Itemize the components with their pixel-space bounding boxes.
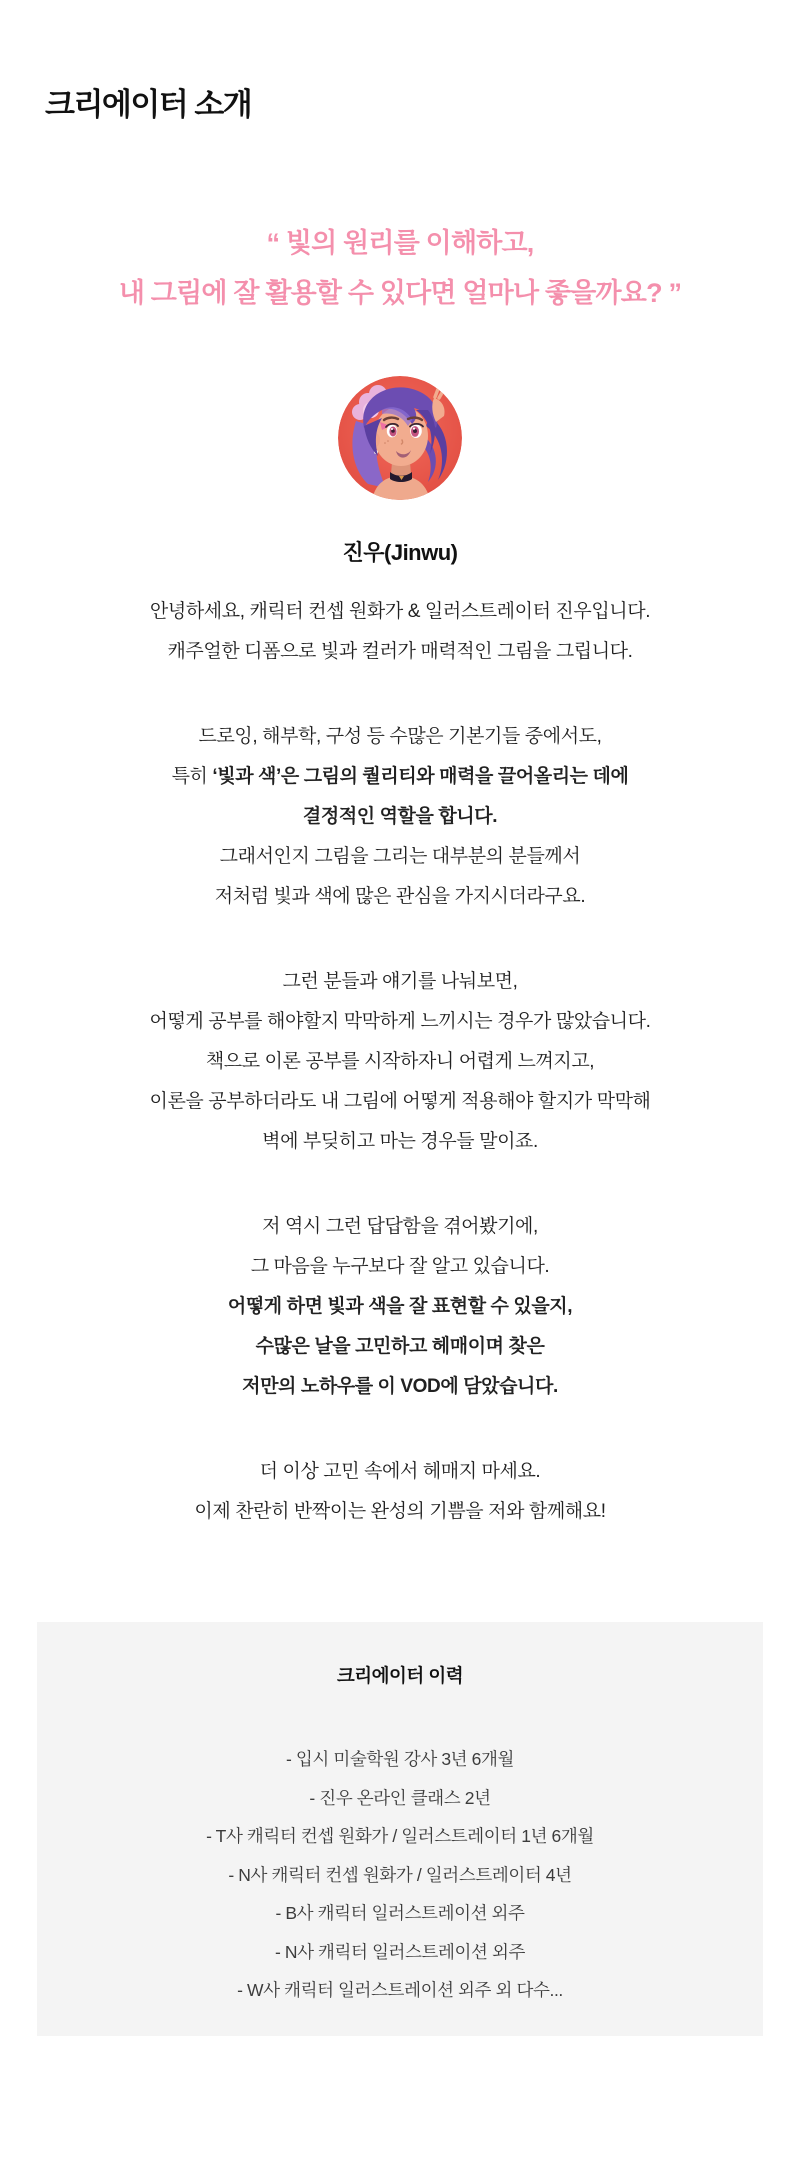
history-item: - 입시 미술학원 강사 3년 6개월 [286, 1749, 514, 1769]
creator-quote [0, 218, 800, 318]
intro-line: 결정적인 역할을 합니다. [302, 806, 498, 827]
intro-line: 저처럼 빛과 색에 많은 관심을 가지시더라구요. [214, 886, 586, 907]
history-item: - N사 캐릭터 컨셉 원화가 / 일러스트레이터 4년 [228, 1864, 572, 1885]
intro-line: 캐주얼한 디폼으로 빛과 컬러가 매력적인 그림을 그립니다. [167, 641, 633, 662]
intro-paragraph [0, 1452, 800, 1532]
history-item: - T사 캐릭터 컨셉 원화가 / 일러스트레이터 1년 6개월 [206, 1826, 594, 1846]
creator-avatar-illustration [338, 376, 462, 500]
intro-paragraphs [0, 592, 800, 1532]
creator-quote-line2: 내 그림에 잘 활용할 수 있다면 얼마나 좋을까요? ” [118, 278, 682, 308]
intro-line: 그 마음을 누구보다 잘 알고 있습니다. [250, 1256, 550, 1277]
history-box [37, 1622, 763, 2036]
intro-line: 어떻게 하면 빛과 색을 잘 표현할 수 있을지, [227, 1296, 573, 1317]
history-item: - W사 캐릭터 일러스트레이션 외주 외 다수... [237, 1980, 563, 2000]
intro-line: 그런 분들과 얘기를 나눠보면, [282, 971, 518, 992]
intro-line: 어떻게 공부를 해야할지 막막하게 느끼시는 경우가 많았습니다. [149, 1011, 651, 1032]
intro-paragraph [0, 962, 800, 1162]
intro-line: 수많은 날을 고민하고 헤매이며 찾은 [255, 1336, 545, 1357]
intro-line: 저만의 노하우를 이 VOD에 담았습니다. [242, 1376, 558, 1397]
history-list [57, 1740, 743, 2010]
intro-line: 책으로 이론 공부를 시작하자니 어렵게 느껴지고, [205, 1051, 595, 1072]
page-title: 크리에이터 소개 [45, 87, 252, 122]
history-title: 크리에이터 이력 [336, 1665, 464, 1686]
intro-line: 벽에 부딪히고 마는 경우들 말이죠. [262, 1131, 538, 1152]
intro-line: 안녕하세요, 캐릭터 컨셉 원화가 & 일러스트레이터 진우입니다. [149, 601, 651, 622]
intro-line: 특히 ‘빛과 색’은 그림의 퀄리티와 매력을 끌어올리는 데에 [171, 766, 629, 787]
intro-line: 더 이상 고민 속에서 헤매지 마세요. [259, 1461, 541, 1482]
creator-name: 진우(Jinwu) [342, 540, 458, 565]
intro-line: 이론을 공부하더라도 내 그림에 어떻게 적용해야 할지가 막막해 [149, 1091, 651, 1112]
creator-avatar [338, 376, 462, 500]
history-item: - 진우 온라인 클래스 2년 [309, 1787, 491, 1808]
intro-paragraph [0, 592, 800, 672]
intro-line: 이제 찬란히 반짝이는 완성의 기쁨을 저와 함께해요! [194, 1501, 606, 1522]
intro-line: 저 역시 그런 답답함을 겪어봤기에, [262, 1216, 538, 1237]
intro-line: 드로잉, 해부학, 구성 등 수많은 기본기들 중에서도, [198, 726, 602, 747]
intro-line: 그래서인지 그림을 그리는 대부분의 분들께서 [219, 846, 581, 867]
history-item: - N사 캐릭터 일러스트레이션 외주 [274, 1941, 526, 1962]
creator-quote-line1: “ 빛의 원리를 이해하고, [266, 228, 534, 258]
avatar-container [0, 376, 800, 500]
history-item: - B사 캐릭터 일러스트레이션 외주 [275, 1903, 525, 1923]
intro-paragraph [0, 717, 800, 917]
intro-paragraph [0, 1207, 800, 1407]
